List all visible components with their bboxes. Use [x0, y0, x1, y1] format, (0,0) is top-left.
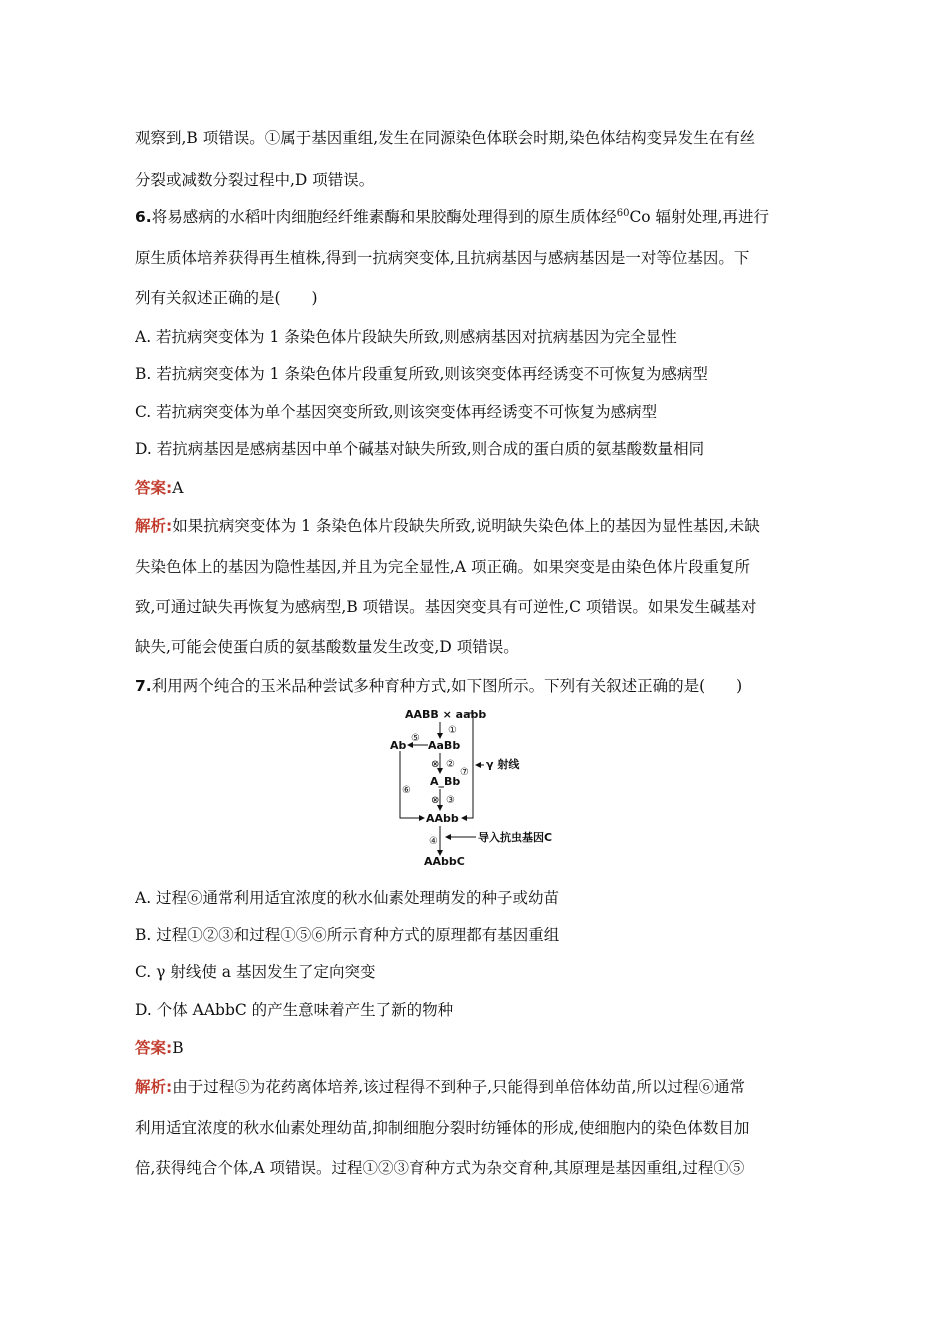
- q7-analysis-line-1: [135, 1077, 815, 1097]
- q7-stem-text: 利用两个纯合的玉米品种尝试多种育种方式,如下图所示。下列有关叙述正确的是( ): [151, 677, 743, 695]
- prev-analysis-line-1: 观察到,B 项错误。①属于基因重组,发生在同源染色体联会时期,染色体结构变异发生在有丝: [135, 129, 756, 147]
- diagram-step-4: ④: [429, 836, 438, 847]
- diagram-selfing-2: ⊗: [431, 795, 440, 806]
- q6-stem-text-b: Co 辐射处理,再进行: [629, 208, 769, 226]
- q6-analysis-line-2: 失染色体上的基因为隐性基因,并且为完全显性,A 项正确。如果突变是由染色体片段重复所: [135, 558, 750, 576]
- diagram-aabbc: AAbbC: [424, 855, 465, 868]
- diagram-step-6: ⑥: [402, 785, 411, 796]
- q6-option-b: B. 若抗病突变体为 1 条染色体片段重复所致,则该突变体再经诱变不可恢复为感病型: [135, 365, 708, 383]
- q7-analysis-text-1: 由于过程⑤为花药离体培养,该过程得不到种子,只能得到单倍体幼苗,所以过程⑥通常: [172, 1078, 745, 1096]
- diagram-insert-label: 导入抗虫基因C: [478, 831, 553, 844]
- q6-stem-line-1: [135, 207, 815, 227]
- q7-analysis-line-3: 倍,获得纯合个体,A 项错误。过程①②③育种方式为杂交育种,其原理是基因重组,过程①⑤: [135, 1159, 745, 1177]
- q7-option-b: B. 过程①②③和过程①⑤⑥所示育种方式的原理都有基因重组: [135, 926, 560, 944]
- diagram-step-5: ⑤: [411, 733, 420, 744]
- q6-stem-line-3: 列有关叙述正确的是( ): [135, 289, 318, 307]
- q7-answer: [135, 1038, 815, 1058]
- breeding-diagram: [380, 705, 580, 875]
- q6-answer: [135, 478, 815, 498]
- q6-analysis-line-4: 缺失,可能会使蛋白质的氨基酸数量发生改变,D 项错误。: [135, 638, 519, 656]
- q6-analysis-label: 解析:: [135, 517, 173, 535]
- diagram-parents: AABB × aabb: [405, 708, 487, 721]
- diagram-step-3: ③: [446, 795, 455, 806]
- q6-option-a: A. 若抗病突变体为 1 条染色体片段缺失所致,则感病基因对抗病基因为完全显性: [135, 328, 677, 346]
- diagram-step-1: ①: [448, 725, 457, 736]
- diagram-step-2: ②: [446, 759, 455, 770]
- arrow-step-7: [462, 713, 473, 818]
- q6-analysis-text-1: 如果抗病突变体为 1 条染色体片段缺失所致,说明缺失染色体上的基因为显性基因,未缺: [172, 517, 760, 535]
- q7-number: 7.: [135, 677, 152, 695]
- q7-answer-label: 答案:: [135, 1039, 173, 1057]
- q6-isotope-superscript: 60: [616, 207, 630, 219]
- diagram-step-7: ⑦: [460, 767, 469, 778]
- q6-stem-line-2: 原生质体培养获得再生植株,得到一抗病突变体,且抗病基因与感病基因是一对等位基因。下: [135, 249, 750, 267]
- diagram-a-bb: A_Bb: [430, 775, 461, 788]
- q6-analysis-line-1: [135, 516, 815, 536]
- q7-analysis-label: 解析:: [135, 1078, 173, 1096]
- q6-option-d: D. 若抗病基因是感病基因中单个碱基对缺失所致,则合成的蛋白质的氨基酸数量相同: [135, 440, 705, 458]
- diagram-gamma-label: γ 射线: [486, 758, 520, 771]
- q6-answer-value: A: [172, 479, 184, 497]
- q6-number: 6.: [135, 208, 152, 226]
- q6-option-c: C. 若抗病突变体为单个基因突变所致,则该突变体再经诱变不可恢复为感病型: [135, 403, 658, 421]
- q7-option-a: A. 过程⑥通常利用适宜浓度的秋水仙素处理萌发的种子或幼苗: [135, 889, 560, 907]
- q7-answer-value: B: [172, 1039, 184, 1057]
- prev-analysis-line-2: 分裂或减数分裂过程中,D 项错误。: [135, 171, 375, 189]
- diagram-selfing-1: ⊗: [431, 759, 440, 770]
- diagram-f1: AaBb: [428, 739, 461, 752]
- q7-stem: [135, 676, 815, 696]
- q6-analysis-line-3: 致,可通过缺失再恢复为感病型,B 项错误。基因突变具有可逆性,C 项错误。如果发生碱基对: [135, 598, 757, 616]
- q7-option-d: D. 个体 AAbbC 的产生意味着产生了新的物种: [135, 1001, 454, 1019]
- q7-analysis-line-2: 利用适宜浓度的秋水仙素处理幼苗,抑制细胞分裂时纺锤体的形成,使细胞内的染色体数目加: [135, 1119, 750, 1137]
- q7-option-c: C. γ 射线使 a 基因发生了定向突变: [135, 963, 376, 981]
- diagram-ab: Ab: [390, 739, 407, 752]
- q6-answer-label: 答案:: [135, 479, 173, 497]
- q6-stem-text-a: 将易感病的水稻叶肉细胞经纤维素酶和果胶酶处理得到的原生质体经: [151, 208, 617, 226]
- diagram-aabb: AAbb: [426, 812, 459, 825]
